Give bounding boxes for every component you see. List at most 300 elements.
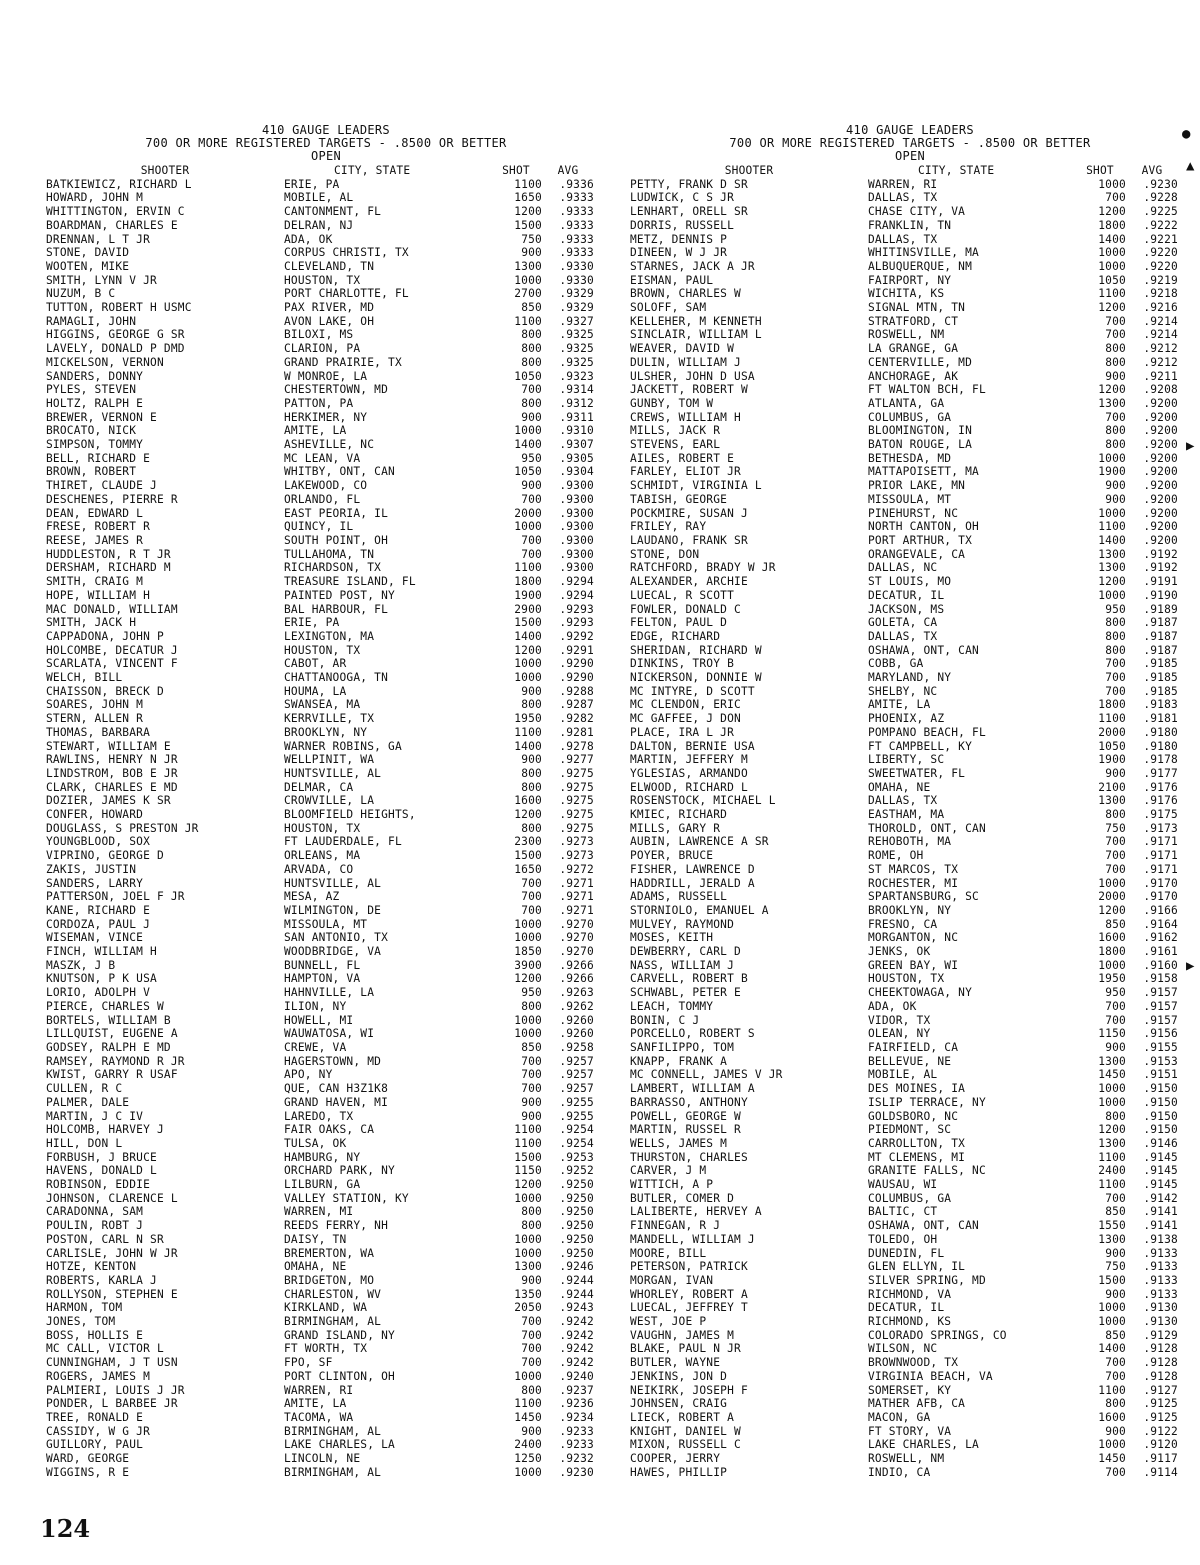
shooter-name: YOUNGBLOOD, SOX xyxy=(46,835,151,849)
targets-shot: 1000 xyxy=(514,657,542,671)
shooter-name: BORTELS, WILLIAM B xyxy=(46,1013,171,1027)
city-state: THOROLD, ONT, CAN xyxy=(868,821,986,835)
table-row xyxy=(46,1247,606,1261)
table-row xyxy=(630,712,1190,726)
table-row xyxy=(46,246,606,260)
table-row xyxy=(46,397,606,411)
shooter-name: JACKETT, ROBERT W xyxy=(630,383,748,397)
average: .9155 xyxy=(1143,1041,1178,1054)
targets-shot: 1450 xyxy=(1098,1452,1126,1466)
targets-shot: 2400 xyxy=(514,1438,542,1452)
table-title: 410 GAUGE LEADERS xyxy=(846,123,974,137)
shooter-name: NUZUM, B C xyxy=(46,287,116,301)
shooter-name: DEAN, EDWARD L xyxy=(46,506,144,520)
average: .9311 xyxy=(559,410,594,424)
average: .9164 xyxy=(1143,917,1178,931)
targets-shot: 900 xyxy=(521,1273,542,1287)
shooter-name: DINKINS, TROY B xyxy=(630,657,735,671)
table-row xyxy=(630,1247,1190,1261)
average: .9333 xyxy=(559,191,594,205)
city-state: OLEAN, NY xyxy=(868,1027,931,1041)
table-row xyxy=(630,698,1190,712)
table-row xyxy=(630,493,1190,507)
shooter-name: EDGE, RICHARD xyxy=(630,629,721,643)
targets-shot: 1300 xyxy=(1098,1232,1126,1246)
table-row xyxy=(630,767,1190,781)
table-row xyxy=(630,1123,1190,1137)
targets-shot: 1800 xyxy=(1098,218,1126,232)
shooter-name: STERN, ALLEN R xyxy=(46,712,144,726)
targets-shot: 1000 xyxy=(1098,1095,1126,1109)
average: .9270 xyxy=(559,917,594,931)
shooter-name: FORBUSH, J BRUCE xyxy=(46,1150,157,1164)
targets-shot: 700 xyxy=(521,876,542,890)
shooter-name: WELCH, BILL xyxy=(46,671,123,685)
table-row xyxy=(46,945,606,959)
average: .9200 xyxy=(1143,465,1178,479)
average: .9242 xyxy=(559,1328,594,1342)
city-state: LIBERTY, SC xyxy=(868,753,945,767)
city-state: QUINCY, IL xyxy=(284,520,354,534)
targets-shot: 800 xyxy=(521,342,542,356)
table-row xyxy=(630,904,1190,918)
city-state: GRAND HAVEN, MI xyxy=(284,1095,389,1109)
table-row xyxy=(46,1288,606,1302)
table-row xyxy=(630,685,1190,699)
shooter-name: LUECAL, R SCOTT xyxy=(630,588,735,602)
shooter-name: ROBINSON, EDDIE xyxy=(46,1178,151,1192)
table-row xyxy=(46,740,606,754)
header-avg: AVG xyxy=(1141,164,1163,177)
average: .9271 xyxy=(559,876,594,890)
table-row xyxy=(630,356,1190,370)
shooter-name: BOARDMAN, CHARLES E xyxy=(46,218,178,232)
city-state: RICHMOND, KS xyxy=(868,1315,952,1329)
average: .9216 xyxy=(1143,301,1178,315)
city-state: ASHEVILLE, NC xyxy=(284,438,375,452)
targets-shot: 1000 xyxy=(1098,1082,1126,1096)
targets-shot: 900 xyxy=(1105,1246,1126,1260)
targets-shot: 900 xyxy=(521,753,542,767)
table-row xyxy=(46,1205,606,1219)
targets-shot: 1100 xyxy=(1098,1178,1126,1192)
average: .9177 xyxy=(1143,766,1178,780)
average: .9312 xyxy=(559,396,594,410)
city-state: TACOMA, WA xyxy=(284,1410,354,1424)
table-row xyxy=(46,205,606,219)
average: .9242 xyxy=(559,1356,594,1370)
left-column xyxy=(46,124,606,1480)
city-state: BATON ROUGE, LA xyxy=(868,438,973,452)
city-state: CENTERVILLE, MD xyxy=(868,355,973,369)
average: .9185 xyxy=(1143,684,1178,698)
table-row xyxy=(630,644,1190,658)
table-row xyxy=(630,1274,1190,1288)
header-avg: AVG xyxy=(557,164,579,177)
average: .9294 xyxy=(559,575,594,589)
city-state: COLUMBUS, GA xyxy=(868,1191,952,1205)
shooter-name: MC CLENDON, ERIC xyxy=(630,698,741,712)
city-state: WHITINSVILLE, MA xyxy=(868,246,979,260)
average: .9252 xyxy=(559,1164,594,1178)
shooter-name: SINCLAIR, WILLIAM L xyxy=(630,328,762,342)
table-row xyxy=(46,479,606,493)
average: .9133 xyxy=(1143,1287,1178,1301)
targets-shot: 700 xyxy=(1105,862,1126,876)
table-row xyxy=(46,191,606,205)
average: .9266 xyxy=(559,972,594,986)
shooter-name: MORGAN, IVAN xyxy=(630,1273,714,1287)
table-title: 410 GAUGE LEADERS xyxy=(262,123,390,137)
shooter-name: GODSEY, RALPH E MD xyxy=(46,1041,171,1054)
table-row xyxy=(46,671,606,685)
average: .9333 xyxy=(559,246,594,260)
table-row xyxy=(46,863,606,877)
shooter-name: POWELL, GEORGE W xyxy=(630,1109,741,1123)
average: .9325 xyxy=(559,342,594,356)
city-state: REHOBOTH, MA xyxy=(868,835,952,849)
table-row xyxy=(46,1329,606,1343)
shooter-name: ROSENSTOCK, MICHAEL L xyxy=(630,794,776,808)
average: .9258 xyxy=(559,1041,594,1054)
table-row xyxy=(46,219,606,233)
targets-shot: 900 xyxy=(521,1095,542,1109)
table-row xyxy=(630,1425,1190,1439)
shooter-name: SANDERS, DONNY xyxy=(46,369,144,383)
targets-shot: 1000 xyxy=(514,1232,542,1246)
city-state: HOUSTON, TX xyxy=(284,643,361,657)
shooter-name: BONIN, C J xyxy=(630,1013,700,1027)
targets-shot: 700 xyxy=(1105,1369,1126,1383)
targets-shot: 1350 xyxy=(514,1287,542,1301)
shooter-name: RAMAGLI, JOHN xyxy=(46,314,137,328)
shooter-name: STEWART, WILLIAM E xyxy=(46,739,171,753)
average: .9270 xyxy=(559,931,594,945)
average: .9327 xyxy=(559,314,594,328)
average: .9333 xyxy=(559,205,594,219)
targets-shot: 2400 xyxy=(1098,1164,1126,1178)
average: .9250 xyxy=(559,1219,594,1233)
city-state: COBB, GA xyxy=(868,657,924,671)
shooter-name: AILES, ROBERT E xyxy=(630,451,735,465)
table-row xyxy=(46,1397,606,1411)
shooter-name: THOMAS, BARBARA xyxy=(46,725,151,739)
shooter-name: HOLCOMB, HARVEY J xyxy=(46,1123,164,1137)
targets-shot: 800 xyxy=(521,396,542,410)
shooter-name: HUDDLESTON, R T JR xyxy=(46,547,171,561)
shooter-name: HAWES, PHILLIP xyxy=(630,1465,728,1479)
shooter-name: WEST, JOE P xyxy=(630,1315,707,1329)
shooter-name: FARLEY, ELIOT JR xyxy=(630,465,741,479)
targets-shot: 1300 xyxy=(514,259,542,273)
average: .9287 xyxy=(559,698,594,712)
targets-shot: 1550 xyxy=(1098,1219,1126,1233)
average: .9244 xyxy=(559,1273,594,1287)
city-state: KERRVILLE, TX xyxy=(284,712,375,726)
shooter-name: CULLEN, R C xyxy=(46,1082,123,1096)
average: .9250 xyxy=(559,1191,594,1205)
table-row xyxy=(630,1178,1190,1192)
table-row xyxy=(630,726,1190,740)
city-state: CLARION, PA xyxy=(284,342,361,356)
city-state: LILBURN, GA xyxy=(284,1178,361,1192)
table-row xyxy=(46,1301,606,1315)
targets-shot: 800 xyxy=(521,328,542,342)
average: .9323 xyxy=(559,369,594,383)
average: .9151 xyxy=(1143,1068,1178,1082)
targets-shot: 2000 xyxy=(1098,890,1126,904)
average: .9290 xyxy=(559,671,594,685)
shooter-name: FINNEGAN, R J xyxy=(630,1219,721,1233)
targets-shot: 1200 xyxy=(1098,205,1126,219)
shooter-name: PALMER, DALE xyxy=(46,1095,130,1109)
table-row xyxy=(46,1370,606,1384)
table-row xyxy=(630,452,1190,466)
city-state: SWANSEA, MA xyxy=(284,698,361,712)
average: .9275 xyxy=(559,821,594,835)
city-state: MESA, AZ xyxy=(284,890,340,904)
table-row xyxy=(46,849,606,863)
targets-shot: 700 xyxy=(521,1356,542,1370)
targets-shot: 1000 xyxy=(1098,588,1126,602)
average: .9212 xyxy=(1143,355,1178,369)
city-state: STRATFORD, CT xyxy=(868,314,959,328)
average: .9185 xyxy=(1143,657,1178,671)
shooter-name: BROWN, ROBERT xyxy=(46,465,137,479)
shooter-name: LAVELY, DONALD P DMD xyxy=(46,342,185,356)
average: .9304 xyxy=(559,465,594,479)
table-row xyxy=(46,1000,606,1014)
shooter-name: BELL, RICHARD E xyxy=(46,451,151,465)
city-state: EASTHAM, MA xyxy=(868,808,945,822)
city-state: WARREN, RI xyxy=(284,1383,354,1397)
table-row xyxy=(46,753,606,767)
average: .9325 xyxy=(559,355,594,369)
city-state: ORLANDO, FL xyxy=(284,492,361,506)
average: .9153 xyxy=(1143,1054,1178,1068)
average: .9127 xyxy=(1143,1383,1178,1397)
table-row xyxy=(46,411,606,425)
average: .9158 xyxy=(1143,972,1178,986)
average: .9120 xyxy=(1143,1438,1178,1452)
table-row xyxy=(630,370,1190,384)
city-state: AVON LAKE, OH xyxy=(284,314,375,328)
targets-shot: 900 xyxy=(1105,369,1126,383)
table-row xyxy=(46,986,606,1000)
shooter-name: SMITH, LYNN V JR xyxy=(46,273,157,287)
average: .9173 xyxy=(1143,821,1178,835)
average: .9314 xyxy=(559,383,594,397)
shooter-name: CREWS, WILLIAM H xyxy=(630,410,741,424)
average: .9157 xyxy=(1143,999,1178,1013)
table-subtitle: 700 OR MORE REGISTERED TARGETS - .8500 OR BETTER xyxy=(145,136,507,150)
targets-shot: 800 xyxy=(1105,1109,1126,1123)
shooter-name: SHERIDAN, RICHARD W xyxy=(630,643,762,657)
shooter-name: THURSTON, CHARLES xyxy=(630,1150,748,1164)
average: .9233 xyxy=(559,1438,594,1452)
shooter-name: DULIN, WILLIAM J xyxy=(630,355,741,369)
shooter-name: BREWER, VERNON E xyxy=(46,410,157,424)
shooter-name: FELTON, PAUL D xyxy=(630,616,728,630)
average: .9228 xyxy=(1143,191,1178,205)
targets-shot: 750 xyxy=(1105,1260,1126,1274)
city-state: PAINTED POST, NY xyxy=(284,588,395,602)
city-state: SWEETWATER, FL xyxy=(868,766,966,780)
average: .9157 xyxy=(1143,1013,1178,1027)
table-row xyxy=(630,918,1190,932)
shooter-name: DERSHAM, RICHARD M xyxy=(46,561,171,575)
shooter-name: ROGERS, JAMES M xyxy=(46,1369,151,1383)
city-state: KIRKLAND, WA xyxy=(284,1301,368,1315)
city-state: SAN ANTONIO, TX xyxy=(284,931,389,945)
table-category: OPEN xyxy=(894,149,926,163)
city-state: TULSA, OK xyxy=(284,1136,347,1150)
city-state: LINCOLN, NE xyxy=(284,1452,361,1466)
shooter-name: CARADONNA, SAM xyxy=(46,1205,144,1219)
shooter-name: BARRASSO, ANTHONY xyxy=(630,1095,748,1109)
targets-shot: 700 xyxy=(1105,849,1126,863)
table-row xyxy=(630,233,1190,247)
table-row xyxy=(630,1233,1190,1247)
average: .9300 xyxy=(559,506,594,520)
targets-shot: 1850 xyxy=(514,945,542,959)
average: .9200 xyxy=(1143,506,1178,520)
shooter-name: WHORLEY, ROBERT A xyxy=(630,1287,748,1301)
shooter-name: FINCH, WILLIAM H xyxy=(46,945,157,959)
city-state: AMITE, LA xyxy=(284,1397,347,1411)
city-state: CHATTANOOGA, TN xyxy=(284,671,389,685)
shooter-name: SCARLATA, VINCENT F xyxy=(46,657,178,671)
table-row xyxy=(630,548,1190,562)
targets-shot: 1100 xyxy=(1098,1383,1126,1397)
average: .9232 xyxy=(559,1452,594,1466)
targets-shot: 1200 xyxy=(1098,1123,1126,1137)
shooter-name: HILL, DON L xyxy=(46,1136,123,1150)
table-row xyxy=(46,877,606,891)
shooter-name: VIPRINO, GEORGE D xyxy=(46,849,164,863)
targets-shot: 700 xyxy=(521,1315,542,1329)
shooter-name: DINEEN, W J JR xyxy=(630,246,728,260)
targets-shot: 850 xyxy=(1105,1205,1126,1219)
table-row xyxy=(630,589,1190,603)
targets-shot: 1000 xyxy=(1098,1301,1126,1315)
city-state: ILION, NY xyxy=(284,999,347,1013)
city-state: HUNTSVILLE, AL xyxy=(284,766,382,780)
table-row xyxy=(46,520,606,534)
table-row xyxy=(46,383,606,397)
table-row xyxy=(46,616,606,630)
shooter-name: EISMAN, PAUL xyxy=(630,273,714,287)
city-state: DALLAS, NC xyxy=(868,561,938,575)
city-state: APO, NY xyxy=(284,1068,333,1082)
targets-shot: 700 xyxy=(521,890,542,904)
average: .9166 xyxy=(1143,903,1178,917)
city-state: FAIR OAKS, CA xyxy=(284,1123,375,1137)
table-row xyxy=(46,452,606,466)
targets-shot: 1500 xyxy=(1098,1273,1126,1287)
shooter-name: RAMSEY, RAYMOND R JR xyxy=(46,1054,185,1068)
targets-shot: 800 xyxy=(1105,808,1126,822)
targets-shot: 1000 xyxy=(514,917,542,931)
targets-shot: 1000 xyxy=(1098,1438,1126,1452)
table-row xyxy=(630,1356,1190,1370)
shooter-name: KNIGHT, DANIEL W xyxy=(630,1424,741,1438)
average: .9262 xyxy=(559,999,594,1013)
targets-shot: 850 xyxy=(1105,1328,1126,1342)
targets-shot: 1200 xyxy=(1098,301,1126,315)
city-state: BRIDGETON, MO xyxy=(284,1273,375,1287)
average: .9271 xyxy=(559,903,594,917)
average: .9278 xyxy=(559,739,594,753)
city-state: W MONROE, LA xyxy=(284,369,368,383)
city-state: SILVER SPRING, MD xyxy=(868,1273,986,1287)
shooter-name: LUECAL, JEFFREY T xyxy=(630,1301,748,1315)
targets-shot: 1200 xyxy=(514,643,542,657)
targets-shot: 700 xyxy=(521,533,542,547)
table-row xyxy=(46,493,606,507)
table-row xyxy=(630,1370,1190,1384)
shooter-name: MIXON, RUSSELL C xyxy=(630,1438,741,1452)
shooter-name: MILLS, JACK R xyxy=(630,424,721,438)
city-state: HAMPTON, VA xyxy=(284,972,361,986)
shooter-name: MULVEY, RAYMOND xyxy=(630,917,735,931)
shooter-name: JONES, TOM xyxy=(46,1315,116,1329)
targets-shot: 1000 xyxy=(514,671,542,685)
average: .9230 xyxy=(1143,177,1178,191)
targets-shot: 2050 xyxy=(514,1301,542,1315)
table-row xyxy=(630,260,1190,274)
city-state: ISLIP TERRACE, NY xyxy=(868,1095,986,1109)
table-row xyxy=(46,1260,606,1274)
shooter-name: TABISH, GEORGE xyxy=(630,492,728,506)
city-state: POMPANO BEACH, FL xyxy=(868,725,986,739)
targets-shot: 1400 xyxy=(514,739,542,753)
shooter-name: TUTTON, ROBERT H USMC xyxy=(46,301,192,315)
city-state: ALBUQUERQUE, NM xyxy=(868,259,973,273)
shooter-name: CARLISLE, JOHN W JR xyxy=(46,1246,178,1260)
shooter-name: THIRET, CLAUDE J xyxy=(46,479,157,493)
shooter-name: PALMIERI, LOUIS J JR xyxy=(46,1383,185,1397)
table-row xyxy=(46,1096,606,1110)
table-row xyxy=(46,465,606,479)
city-state: PORT ARTHUR, TX xyxy=(868,533,973,547)
table-row xyxy=(46,1164,606,1178)
table-row xyxy=(46,356,606,370)
average: .9254 xyxy=(559,1123,594,1137)
table-row xyxy=(630,479,1190,493)
average: .9220 xyxy=(1143,246,1178,260)
table-row xyxy=(630,1192,1190,1206)
city-state: BETHESDA, MD xyxy=(868,451,952,465)
city-state: PRIOR LAKE, MN xyxy=(868,479,966,493)
table-row xyxy=(630,205,1190,219)
table-row xyxy=(46,589,606,603)
city-state: BUNNELL, FL xyxy=(284,958,361,972)
average: .9171 xyxy=(1143,835,1178,849)
average: .9233 xyxy=(559,1424,594,1438)
targets-shot: 1400 xyxy=(1098,1342,1126,1356)
city-state: BELLEVUE, NE xyxy=(868,1054,952,1068)
targets-shot: 700 xyxy=(1105,684,1126,698)
targets-shot: 700 xyxy=(521,547,542,561)
table-row xyxy=(46,794,606,808)
shooter-name: PETERSON, PATRICK xyxy=(630,1260,748,1274)
table-row xyxy=(630,849,1190,863)
shooter-name: CUNNINGHAM, J T USN xyxy=(46,1356,178,1370)
city-state: HOWELL, MI xyxy=(284,1013,354,1027)
targets-shot: 1300 xyxy=(514,1260,542,1274)
shooter-name: PONDER, L BARBEE JR xyxy=(46,1397,178,1411)
